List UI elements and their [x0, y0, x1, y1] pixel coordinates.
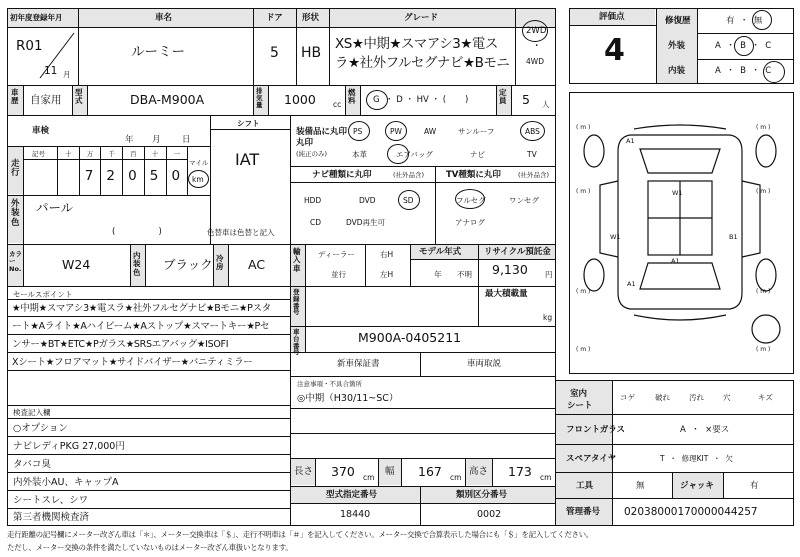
exterior-label: 外装	[668, 41, 686, 51]
equip-abs: ABS	[525, 127, 540, 136]
exterior-b-circle	[734, 36, 754, 56]
inspection-notes-label: 検査記入欄	[13, 408, 51, 417]
displacement-label: 排気量	[256, 87, 263, 109]
class-number-value: 0002	[477, 509, 502, 520]
equip-tv: TV	[527, 150, 537, 159]
inspection-note-4: 内外装小AU、キャップA	[13, 477, 119, 488]
name-label: 車名	[155, 13, 173, 23]
diagram-label-w1-center: W1	[672, 189, 683, 197]
spare-value: T ・ 修理KIT ・ 欠	[660, 454, 733, 463]
model-year-unit: 年	[434, 270, 442, 279]
interior-score-label: 内装	[668, 66, 686, 76]
navi-cd: CD	[310, 218, 322, 227]
type-number-value: 18440	[340, 509, 371, 520]
svg-text:( m ): ( m )	[756, 124, 771, 131]
color-paren: ( )	[112, 227, 162, 237]
repair-options: 有 ・ 無	[726, 16, 763, 26]
mileage-digit-unit: 万	[86, 150, 94, 158]
interior-color-value: ブラック	[163, 257, 213, 272]
drive-2wd: 2WD	[526, 26, 547, 36]
color-label: 外装色	[11, 199, 20, 228]
tv-label: TV種類に丸印	[446, 170, 501, 180]
max-load-label: 最大積載量	[485, 289, 528, 299]
fuel-label: 燃料	[348, 88, 356, 106]
navi-sd: SD	[403, 196, 414, 205]
seats-label-2: シート	[567, 401, 593, 411]
use-value: 自家用	[30, 94, 62, 106]
diagram-label-a1-center: A1	[671, 257, 680, 265]
tv-analog: アナログ	[455, 218, 485, 227]
seat-item: キズ	[758, 393, 773, 402]
inspection-note-6: 第三者機関検査済	[13, 512, 90, 523]
svg-text:( m ): ( m )	[756, 188, 771, 195]
inspection-day: 日	[182, 135, 191, 145]
type-number-label: 型式指定番号	[326, 490, 378, 500]
capacity-unit: 人	[542, 100, 550, 109]
model-label: 型式	[75, 88, 83, 106]
sales-points-label: セールスポイント	[13, 290, 73, 299]
shape-label: 形状	[302, 13, 320, 23]
score-value: 4	[604, 33, 625, 68]
doors-label: ドア	[266, 13, 283, 23]
interior-color-label: 内装色	[133, 251, 141, 277]
navi-dvd-play: DVD再生可	[346, 218, 386, 227]
score-label: 評価点	[599, 12, 625, 22]
grade-line2: ラ★社外フルセグナビ★Bモニ	[335, 55, 510, 71]
recycle-value: 9,130	[492, 262, 528, 277]
max-load-unit: kg	[543, 313, 553, 322]
import-parallel: 並行	[331, 270, 346, 279]
notes-value: ◎中期（H30/11~SC）	[297, 393, 399, 404]
jack-label: ジャッキ	[680, 481, 714, 491]
model-year-unknown: 不明	[457, 270, 472, 279]
tv-fullseg: フルセグ	[456, 196, 486, 205]
mileage-digit: 2	[106, 168, 115, 184]
management-value: 02038000170000044257	[624, 506, 758, 518]
equipment-label-2: 丸印	[296, 138, 314, 148]
interior-c-circle	[763, 61, 785, 83]
mileage-digit-unit: 百	[130, 150, 137, 158]
length-value: 370	[331, 464, 355, 479]
exterior-options: A ・ B ・ C	[715, 41, 772, 51]
seat-item: 穴	[723, 393, 731, 402]
tv-oneseg: ワンセグ	[509, 196, 539, 205]
mileage-digit: 0	[128, 168, 137, 184]
drive-dot: ・	[532, 41, 542, 52]
color-no-label: カラーNo.	[9, 250, 22, 273]
svg-text:( m ): ( m )	[756, 288, 771, 295]
fuel-options: G ・ D ・ HV ・ ( )	[373, 95, 469, 105]
first-reg-label: 初年度登録年月	[10, 13, 63, 22]
import-rh: 右H	[380, 250, 394, 259]
glass-label: フロントガラス	[566, 425, 625, 435]
inspection-note-5: シートスレ、シワ	[13, 495, 89, 506]
seat-item: 破れ	[655, 393, 670, 402]
registration-label: 登録番号	[293, 288, 300, 317]
repair-none-circle	[752, 10, 772, 30]
diagram-label-w1-left: W1	[610, 233, 621, 241]
color-no-value: W24	[62, 257, 91, 272]
jack-value: 有	[750, 481, 759, 491]
equip-aw: AW	[424, 127, 437, 136]
length-unit: cm	[363, 473, 375, 482]
svg-text:( m ): ( m )	[576, 346, 591, 353]
sales-line-3: ンサー★BT★ETC★Pガラス★SRSエアバッグ★ISOFI	[12, 339, 229, 350]
spare-label: スペアタイヤ	[566, 454, 617, 464]
km-label: km	[192, 175, 204, 184]
model-value: DBA-M900A	[130, 92, 205, 107]
car-diagram	[570, 93, 793, 373]
seats-label: 室内	[570, 389, 588, 399]
mileage-digit: 0	[171, 168, 181, 184]
displacement-unit: cc	[333, 100, 342, 109]
equip-sunroof: サンルーフ	[458, 127, 495, 136]
length-label: 長さ	[294, 466, 314, 477]
mileage-digit: 7	[84, 168, 94, 184]
ac-label: 冷房	[216, 254, 224, 272]
equipment-label: 装備品に丸印	[296, 127, 348, 137]
import-label: 輸入車	[293, 247, 301, 273]
grade-line1: XS★中期★スマアシ3★電ス	[335, 36, 498, 52]
mileage-digit-unit: 千	[108, 150, 115, 158]
tools-label: 工具	[576, 481, 594, 491]
navi-hdd: HDD	[304, 196, 322, 205]
equipment-sub: (純正のみ)	[296, 150, 328, 158]
name-value: ルーミー	[131, 44, 185, 60]
equip-navi: ナビ	[470, 150, 485, 159]
capacity-label: 定員	[499, 88, 507, 106]
footer-line-2: ただし、メーター交換の条件を満たしていないものはメーター改ざん車扱いとなります。	[7, 543, 293, 552]
svg-text:( m ): ( m )	[756, 346, 771, 353]
inspection-month: 月	[152, 135, 161, 145]
sales-line-2: ート★Aライト★Aハイビーム★Aストップ★スマートキー★Pセ	[12, 321, 270, 332]
svg-text:( m ): ( m )	[576, 188, 591, 195]
mile-label: マイル	[189, 159, 209, 167]
inspection-year: 年	[125, 135, 134, 145]
inspection-note-2: ナビレディPKG 27,000円	[13, 441, 125, 452]
model-year-label: モデル年式	[419, 247, 462, 257]
doors-value: 5	[270, 45, 279, 61]
chassis-label: 車台番号	[293, 328, 300, 357]
footer-line-1: 走行距離の記号欄にメーター改ざん車は「＊」、メーター交換車は「＄」、走行不明車は「＃」を記入してください。メーター交換で合算表示した場合にも「＄」を記入してください。	[7, 530, 593, 539]
mileage-digit-unit: 十	[65, 150, 72, 158]
month-value: 11	[44, 65, 58, 77]
svg-text:( m ): ( m )	[576, 288, 591, 295]
height-label: 高さ	[469, 466, 489, 477]
mileage-symbol-label: 記号	[32, 150, 45, 158]
seat-item: 汚れ	[689, 393, 704, 402]
mileage-label: 走行	[11, 159, 20, 179]
mileage-digit: 5	[149, 168, 159, 184]
inspection-note-3: タバコ臭	[13, 459, 51, 470]
equip-pw: PW	[390, 127, 402, 136]
import-lh: 左H	[380, 270, 394, 279]
navi-dvd: DVD	[359, 196, 376, 205]
month-unit: 月	[63, 70, 71, 79]
shape-value: HB	[301, 45, 322, 61]
manual-label: 車両取説	[467, 359, 502, 369]
navi-sub: (社外品含)	[393, 171, 425, 179]
tv-sub: (社外品含)	[518, 171, 550, 179]
width-value: 167	[418, 464, 442, 479]
seat-item: コゲ	[620, 393, 635, 402]
sales-line-4: Xシート★フロアマット★サイドバイザー★バニティミラー	[12, 357, 253, 368]
use-label: 車歴	[11, 88, 19, 106]
displacement-value: 1000	[284, 92, 316, 107]
diagram-label-a1-rear-left: A1	[627, 280, 636, 288]
diagram-label-b1-right: B1	[729, 233, 738, 241]
equip-leather: 本革	[352, 150, 367, 159]
height-value: 173	[508, 464, 532, 479]
glass-value: A ・ ×要ス	[680, 425, 730, 435]
equip-ps: PS	[353, 127, 363, 136]
era-value: R01	[16, 38, 43, 54]
recycle-label: リサイクル預託金	[484, 247, 551, 257]
repair-label: 修復歴	[665, 16, 691, 26]
drive-4wd: 4WD	[526, 57, 544, 66]
color-value: パール	[36, 200, 74, 215]
svg-text:( m ): ( m )	[576, 124, 591, 131]
color-note: 色替車は色替と記入	[207, 228, 275, 237]
management-label: 管理番号	[566, 507, 601, 517]
ac-value: AC	[248, 257, 266, 272]
sales-line-1: ★中期★スマアシ3★電スラ★社外フルセグナビ★Bモニ★Pスタ	[12, 303, 271, 314]
class-number-label: 類別区分番号	[456, 490, 508, 500]
capacity-value: 5	[522, 92, 530, 107]
inspection-label: 車検	[32, 126, 50, 136]
notes-label: 注意事項・不具合箇所	[297, 380, 362, 388]
mileage-digit-unit: 十	[151, 150, 159, 158]
tools-value: 無	[636, 481, 645, 491]
interior-options: A ・ B ・ C	[715, 66, 772, 76]
chassis-value: M900A-0405211	[358, 330, 462, 345]
shift-label: シフト	[237, 119, 260, 128]
warranty-label: 新車保証書	[337, 359, 380, 369]
navi-label: ナビ種類に丸印	[312, 170, 372, 180]
shift-value: IAT	[235, 150, 260, 169]
recycle-unit: 円	[545, 270, 553, 279]
mileage-digit-unit: 一	[173, 150, 180, 158]
import-dealer: ディーラー	[318, 250, 355, 259]
width-unit: cm	[450, 473, 462, 482]
height-unit: cm	[540, 473, 552, 482]
equip-airbag: エアバッグ	[396, 150, 433, 159]
width-label: 幅	[385, 466, 395, 477]
inspection-note-1: ○オプション	[13, 423, 68, 434]
grade-label: グレード	[404, 13, 439, 23]
diagram-label-a1-front: A1	[626, 137, 635, 145]
